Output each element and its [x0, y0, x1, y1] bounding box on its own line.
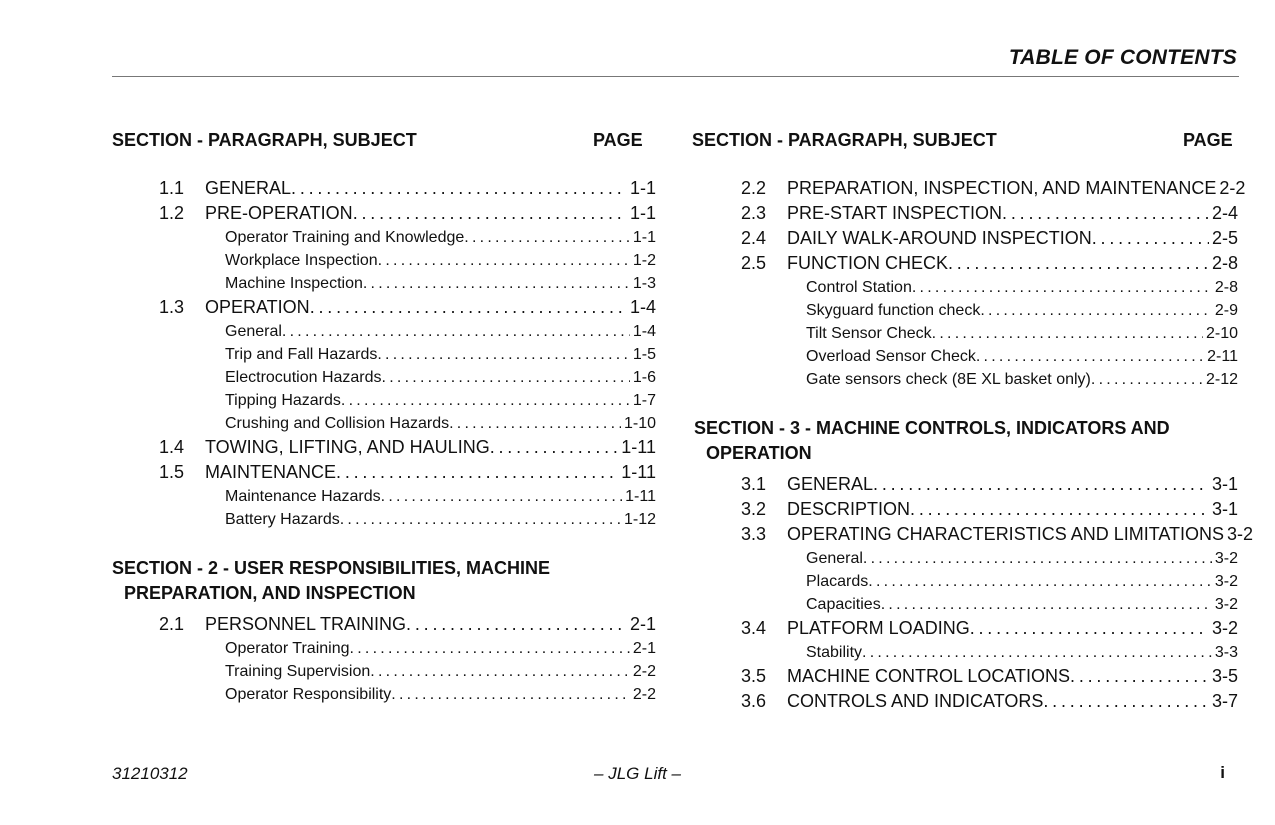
toc-entry[interactable]: 1.2 PRE-OPERATION . . . 1-1	[159, 203, 656, 224]
column-header-right	[692, 130, 1238, 154]
toc-entry[interactable]: 1.5 MAINTENANCE . . . 1-11	[159, 462, 656, 483]
toc-subentry[interactable]: Electrocution Hazards . . . 1-6	[225, 369, 656, 387]
toc-subentry[interactable]: Skyguard function check . . . 2-9	[806, 302, 1238, 320]
footer-brand: – JLG Lift –	[594, 764, 681, 783]
column-page-label: PAGE	[1183, 130, 1233, 150]
page-number: i	[1220, 763, 1225, 782]
page-header-title: TABLE OF CONTENTS	[1008, 46, 1237, 69]
toc-subentry[interactable]: Overload Sensor Check . . . 2-11	[806, 348, 1238, 366]
toc-subentry[interactable]: Tilt Sensor Check . . . 2-10	[806, 325, 1238, 343]
toc-entry[interactable]: 2.2 PREPARATION, INSPECTION, AND MAINTENANCE 2-2	[741, 178, 1246, 198]
toc-subentry[interactable]: Machine Inspection . . . 1-3	[225, 275, 656, 293]
section-3-heading: SECTION - 3 - MACHINE CONTROLS, INDICATORS AND OPERATION	[694, 418, 1170, 463]
toc-subentry[interactable]: General . . . 3-2	[806, 550, 1238, 568]
toc-entry[interactable]: 3.6 CONTROLS AND INDICATORS . . . 3-7	[741, 691, 1238, 712]
toc-subentry[interactable]: Workplace Inspection . . . 1-2	[225, 252, 656, 270]
toc-subentry[interactable]: Maintenance Hazards . . . 1-11	[225, 488, 656, 506]
toc-entry[interactable]: 2.3 PRE-START INSPECTION . . . 2-4	[741, 203, 1238, 224]
toc-subentry[interactable]: Trip and Fall Hazards . . . 1-5	[225, 346, 656, 364]
toc-subentry[interactable]: Battery Hazards . . . 1-12	[225, 511, 656, 529]
toc-entry[interactable]: 3.3 OPERATING CHARACTERISTICS AND LIMITATIONS 3-2	[741, 524, 1254, 544]
section-2-heading: SECTION - 2 - USER RESPONSIBILITIES, MACHINE PREPARATION, AND INSPECTION	[112, 558, 551, 603]
toc-subentry[interactable]: Capacities . . . 3-2	[806, 596, 1238, 614]
column-page-label: PAGE	[593, 130, 643, 150]
toc-entry[interactable]: 2.4 DAILY WALK-AROUND INSPECTION . . . 2-5	[741, 228, 1238, 249]
toc-subentry[interactable]: Control Station . . . 2-8	[806, 279, 1238, 297]
toc-entry[interactable]: 2.1 PERSONNEL TRAINING . . . 2-1	[159, 614, 656, 635]
toc-subentry[interactable]: Operator Training and Knowledge . . . 1-1	[225, 229, 656, 247]
toc-subentry[interactable]: Training Supervision . . . 2-2	[225, 663, 656, 681]
toc-entry[interactable]: 1.4 TOWING, LIFTING, AND HAULING . . . 1-11	[159, 437, 656, 458]
toc-subentry[interactable]: Tipping Hazards . . . 1-7	[225, 392, 656, 410]
column-header-left	[112, 130, 656, 154]
toc-entry[interactable]: 1.1 GENERAL . . . 1-1	[159, 178, 656, 199]
toc-entry[interactable]: 3.2 DESCRIPTION . . . 3-1	[741, 499, 1238, 520]
toc-entry[interactable]: 3.4 PLATFORM LOADING . . . 3-2	[741, 618, 1238, 639]
toc-subentry[interactable]: Operator Responsibility . . . 2-2	[225, 686, 656, 704]
toc-entry[interactable]: 3.5 MACHINE CONTROL LOCATIONS . . . 3-5	[741, 666, 1238, 687]
toc-entry[interactable]: 1.3 OPERATION . . . 1-4	[159, 297, 656, 318]
column-subject-label: SECTION - PARAGRAPH, SUBJECT	[112, 130, 417, 150]
toc-entry[interactable]: 2.5 FUNCTION CHECK . . . 2-8	[741, 253, 1238, 274]
toc-subentry[interactable]: Operator Training . . . 2-1	[225, 640, 656, 658]
toc-entry[interactable]: 3.1 GENERAL . . . 3-1	[741, 474, 1238, 495]
document-number: 31210312	[112, 764, 188, 783]
column-subject-label: SECTION - PARAGRAPH, SUBJECT	[692, 130, 997, 150]
header-rule	[112, 76, 1239, 77]
toc-subentry[interactable]: General . . . 1-4	[225, 323, 656, 341]
toc-subentry[interactable]: Gate sensors check (8E XL basket only) . . . 2-12	[806, 371, 1238, 389]
toc-subentry[interactable]: Stability . . . 3-3	[806, 644, 1238, 662]
toc-subentry[interactable]: Crushing and Collision Hazards . . . 1-10	[225, 415, 656, 433]
toc-subentry[interactable]: Placards . . . 3-2	[806, 573, 1238, 591]
